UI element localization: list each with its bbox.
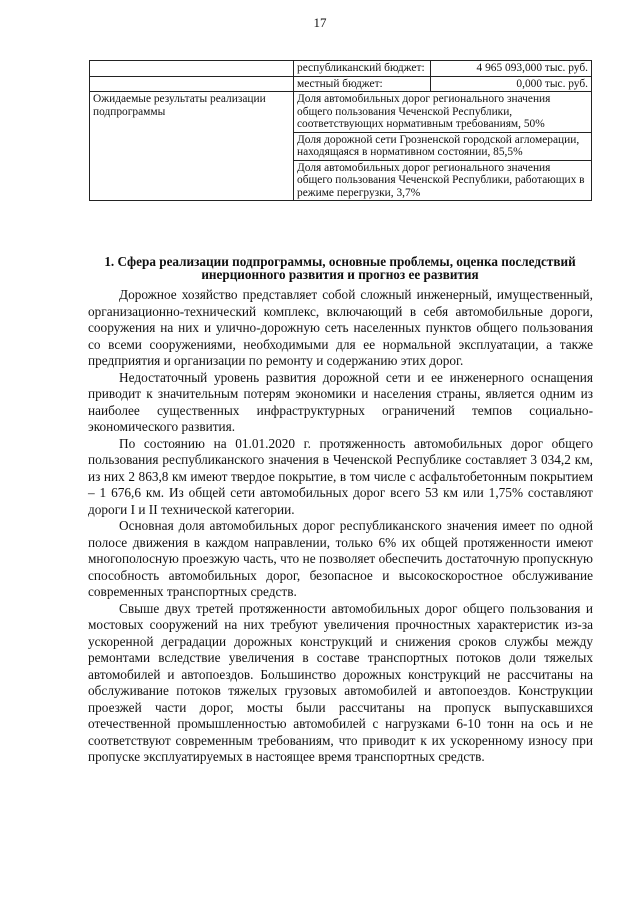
budget-value-cell: 4 965 093,000 тыс. руб.	[431, 61, 592, 77]
table-row	[90, 61, 592, 77]
paragraph: Свыше двух третей протяженности автомобильных дорог общего пользования и мостовых сооружений на них требуют увеличения прочностных характеристик из-за ускоренной деградации дорожных конструкций и снижения сроков службы между ремонтами вследствие увеличения в составе транспортных потоков доли тяжелых автомобилей и автопоездов. Большинство дорожных конструкций не рассчитаны на обслуживание потоков тяжелых грузовых автомобилей и автопоездов. Конструкции проезжей части дорог, мосты были рассчитаны на пропуск выпускавшихся отечественной промышленностью автомобилей с нагрузками 6-10 тонн на ось и не соответствуют современным требованиям, что приводит к их ускоренному износу при пропуске эксплуатируемых в настоящее время транспортных средств.	[88, 600, 593, 764]
body-text	[88, 287, 593, 766]
paragraph: По состоянию на 01.01.2020 г. протяженность автомобильных дорог общего пользования республиканского значения в Чеченской Республике составляет 3 034,2 км, из них 2 863,8 км имеют твердое покрытие, в том числе с асфальтобетонным покрытием – 1 676,6 км. Из общей сети автомобильных дорог всего 53 км или 1,75% составляют дороги I и II технической категории.	[88, 435, 593, 517]
table-row	[90, 92, 592, 133]
paragraph: Основная доля автомобильных дорог республиканского значения имеет по одной полосе движения в каждом направлении, только 6% их общей протяженности имеют многополосную проезжую часть, что не позволяет обеспечить достаточную пропускную способность автомобильных дорог, безопасное и высокоскоростное обслуживание современных транспортных средств.	[88, 518, 593, 599]
page-number: 17	[313, 15, 327, 30]
paragraph: Недостаточный уровень развития дорожной сети и ее инженерного оснащения приводит к значительным потерям экономики и населения страны, является одним из наиболее существенных инфраструктурных ограничений темпов социально-экономического развития.	[88, 369, 593, 434]
table-cell-empty	[90, 76, 294, 92]
results-label-cell: Ожидаемые результаты реализации подпрограммы	[90, 92, 294, 201]
result-indicator-cell: Доля автомобильных дорог регионального значения общего пользования Чеченской Республики, работающих в режиме перегрузки, 3,7%	[294, 160, 592, 201]
result-indicator-cell: Доля автомобильных дорог регионального значения общего пользования Чеченской Республики, соответствующих нормативным требованиям, 50%	[294, 92, 592, 133]
subprogram-table	[89, 60, 592, 201]
budget-label-cell: республиканский бюджет:	[294, 61, 431, 77]
budget-label-cell: местный бюджет:	[294, 76, 431, 92]
table-row	[90, 76, 592, 92]
table-cell-empty	[90, 61, 294, 77]
result-indicator-cell: Доля дорожной сети Грозненской городской агломерации, находящаяся в нормативном состоянии, 85,5%	[294, 132, 592, 160]
budget-value-cell: 0,000 тыс. руб.	[431, 76, 592, 92]
paragraph: Дорожное хозяйство представляет собой сложный инженерный, имущественный, организационно-технический комплекс, включающий в себя автомобильные дороги, сооружения на них и улично-дорожную сеть населенных пунктов общего пользования со всеми сооружениями, необходимыми для ее нормальной эксплуатации, а также предприятия и организации по ремонту и содержанию этих дорог.	[88, 287, 593, 368]
section-heading: 1. Сфера реализации подпрограммы, основные проблемы, оценка последствий инерционного развития и прогноз ее развития	[104, 254, 576, 282]
